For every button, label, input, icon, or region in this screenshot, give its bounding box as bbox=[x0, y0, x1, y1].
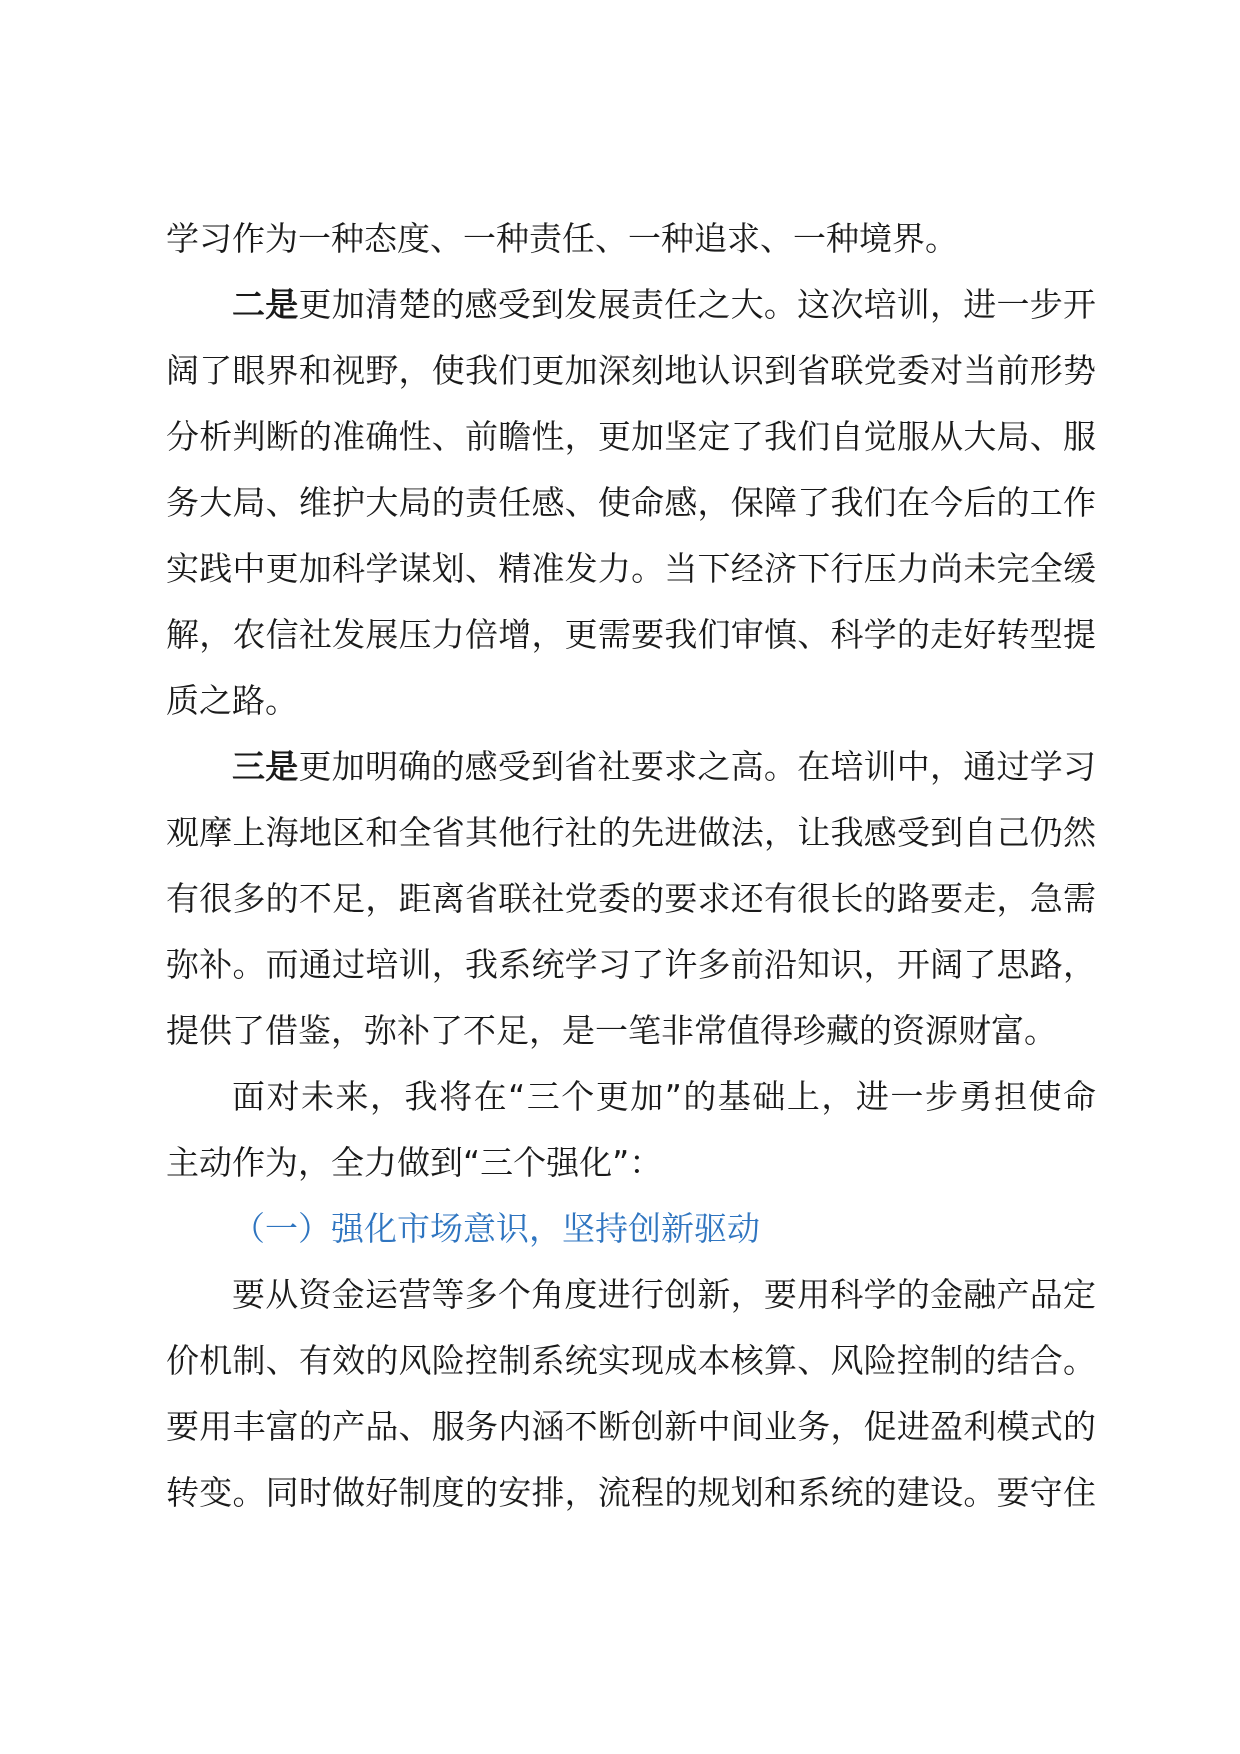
text-line bbox=[166, 668, 1096, 734]
line-text: 更加明确的感受到省社要求之高。在培训中，通过学习 bbox=[298, 747, 1097, 786]
line-text: 弥补。而通过培训，我系统学习了许多前沿知识，开阔了思路， bbox=[166, 945, 1096, 984]
text-line bbox=[166, 206, 1096, 272]
text-line bbox=[166, 866, 1096, 932]
text-line bbox=[166, 1130, 1096, 1196]
text-line bbox=[166, 272, 1096, 338]
line-text: 阔了眼界和视野，使我们更加深刻地认识到省联党委对当前形势 bbox=[166, 351, 1096, 390]
text-line bbox=[166, 1394, 1096, 1460]
text-line bbox=[166, 602, 1096, 668]
line-text: 分析判断的准确性、前瞻性，更加坚定了我们自觉服从大局、服 bbox=[166, 417, 1096, 456]
text-line bbox=[166, 1064, 1096, 1130]
point-lead-bold: 三是 bbox=[232, 747, 299, 786]
line-text: 价机制、有效的风险控制系统实现成本核算、风险控制的结合。 bbox=[166, 1341, 1096, 1380]
line-text: 更加清楚的感受到发展责任之大。这次培训，进一步开 bbox=[298, 285, 1097, 324]
line-text: 要用丰富的产品、服务内涵不断创新中间业务，促进盈利模式的 bbox=[166, 1407, 1096, 1446]
line-text: 面对未来，我将在“三个更加”的基础上，进一步勇担使命 bbox=[232, 1077, 1096, 1116]
section-heading-text: （一）强化市场意识，坚持创新驱动 bbox=[232, 1209, 760, 1248]
line-text: 务大局、维护大局的责任感、使命感，保障了我们在今后的工作 bbox=[166, 483, 1096, 522]
text-line bbox=[166, 734, 1096, 800]
text-line bbox=[166, 1460, 1096, 1526]
line-text: 主动作为，全力做到“三个强化”： bbox=[166, 1143, 663, 1182]
text-line bbox=[166, 932, 1096, 998]
document-page bbox=[166, 206, 1096, 1526]
line-text: 要从资金运营等多个角度进行创新，要用科学的金融产品定 bbox=[232, 1275, 1096, 1314]
text-line bbox=[166, 998, 1096, 1064]
section-heading bbox=[166, 1196, 1096, 1262]
text-line bbox=[166, 1328, 1096, 1394]
text-line bbox=[166, 404, 1096, 470]
line-text: 实践中更加科学谋划、精准发力。当下经济下行压力尚未完全缓 bbox=[166, 549, 1096, 588]
text-line bbox=[166, 338, 1096, 404]
line-text: 转变。同时做好制度的安排，流程的规划和系统的建设。要守住 bbox=[166, 1473, 1096, 1512]
line-text: 解，农信社发展压力倍增，更需要我们审慎、科学的走好转型提 bbox=[166, 615, 1096, 654]
text-line bbox=[166, 470, 1096, 536]
line-text: 有很多的不足，距离省联社党委的要求还有很长的路要走，急需 bbox=[166, 879, 1096, 918]
point-lead-bold: 二是 bbox=[232, 285, 299, 324]
line-text: 提供了借鉴，弥补了不足，是一笔非常值得珍藏的资源财富。 bbox=[166, 1011, 1057, 1050]
text-line bbox=[166, 536, 1096, 602]
text-line bbox=[166, 800, 1096, 866]
line-text: 观摩上海地区和全省其他行社的先进做法，让我感受到自己仍然 bbox=[166, 813, 1096, 852]
line-text: 学习作为一种态度、一种责任、一种追求、一种境界。 bbox=[166, 219, 958, 258]
line-text: 质之路。 bbox=[166, 681, 298, 720]
text-line bbox=[166, 1262, 1096, 1328]
